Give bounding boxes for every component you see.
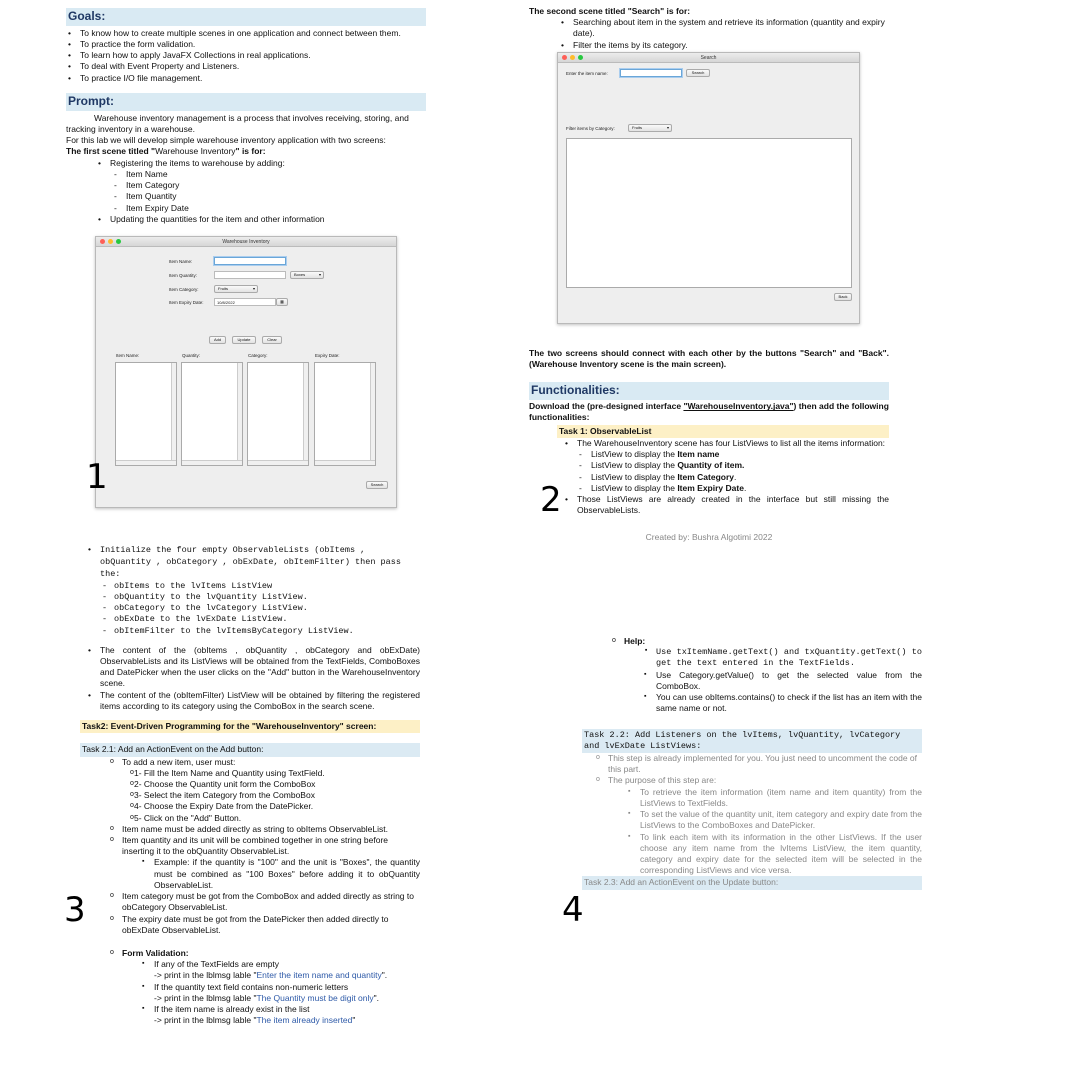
first-scene-list [96, 158, 426, 225]
step-item: o 1- Fill the Item Name and Quantity using TextField. [130, 768, 420, 779]
items-by-category-listview[interactable] [566, 138, 852, 288]
close-dot-icon[interactable] [100, 239, 105, 244]
listview-item: - ListView to display the Item Category. [577, 472, 889, 483]
close-dot-icon[interactable] [562, 55, 567, 60]
form-validation-item: o Form Validation: ▪ If any of the TextFields are empty -> print in the lblmsg lable "Enter the item name and quantity". ▪ If the quantity text field contains non-numeric letters -> print in the lblmsg lable "The Quantity must be digit only". ▪ If the item name is already exist in the list -> print in the lblmsg lable "The item already inserted" [110, 948, 420, 1027]
goal-item: • To know how to create multiple scenes in one application and connect between them. [66, 28, 426, 39]
qty-combined-item: o Item quantity and its unit will be combined together in one string before inserting it to the obQuantity ObservableList. ▪ Example: if the quantity is "100" and the unit is "Boxes", the quantity must be combined as "100 Boxes" before adding it to obQuantity ObservableList. [110, 835, 420, 891]
search-purpose: • Searching about item in the system and retrieve its information (quantity and expiry date). [559, 17, 889, 39]
task21-list [110, 757, 420, 937]
quadrant-number: 4 [562, 890, 584, 930]
init-item: • Initialize the four empty ObservableLists (obItems , obQuantity , obCategory , obExDate, obItemFilter) then pass the: - obItems to the lvItems ListView - obQuantity to the lvQuantity ListView. - obCategory to the lvCategory ListView. - obExDate to the lvExDate ListView. - obItemFilter to the lvItemsByCategory ListView. [86, 544, 420, 637]
zoom-dot-icon[interactable] [116, 239, 121, 244]
zoom-dot-icon[interactable] [578, 55, 583, 60]
pass-item: - obExDate to the lvExDate ListView. [100, 614, 420, 625]
help-tip: ▪ Use Category.getValue() to get the selected value from the ComboBox. [644, 670, 922, 692]
name-added-item: o Item name must be added directly as string to obItems ObservableList. [110, 824, 420, 835]
update-item: • Updating the quantities for the item and other information [96, 214, 426, 225]
col-exp-label: Expiry Date: [315, 353, 340, 358]
task22-list [596, 753, 922, 876]
item-name-label: Item Name: [169, 259, 193, 264]
prompt-paragraph: Warehouse inventory management is a process that involves receiving, storing, and tracking inventory in a warehouse. [66, 112, 409, 134]
pass-item: - obCategory to the lvCategory ListView. [100, 603, 420, 614]
category-combobox[interactable]: Fruits ▾ [214, 285, 258, 293]
register-item: • Registering the items to warehouse by adding: - Item Name - Item Category - Item Quantity - Item Expiry Date [96, 158, 426, 214]
task1-list [563, 438, 889, 517]
warehouse-inventory-window [95, 236, 397, 508]
quadrant-number: 3 [64, 890, 86, 930]
expiry-datepicker[interactable]: 10/8/2022 [214, 298, 276, 306]
back-button[interactable]: Back [834, 293, 852, 301]
update-button[interactable]: Update [232, 336, 256, 344]
search-window [557, 52, 860, 324]
category-listview[interactable] [247, 362, 309, 466]
page-4 [582, 636, 922, 916]
item-category-label: Item Category: [169, 287, 199, 292]
pass-item: - obItems to the lvItems ListView [100, 581, 420, 592]
to-add-item: o To add a new item, user must: o 1- Fill the Item Name and Quantity using TextField. o 2- Choose the Quantity unit form the ComboBox o 3- Select the item Category from the ComboBox o 4- Choose the Expiry Date from the DatePicker. o 5- Click on the "Add" Button. [110, 757, 420, 824]
listview-item: - ListView to display the Item Expiry Date. [577, 483, 889, 494]
item-quantity-input[interactable] [214, 271, 286, 279]
window-titlebar [558, 53, 859, 63]
field-item: - Item Category [112, 180, 426, 191]
search-button[interactable]: Search [686, 69, 710, 77]
step-item: o 3- Select the item Category from the ComboBox [130, 790, 420, 801]
first-scene-heading: The first scene titled "Warehouse Inventory" is for: [66, 146, 266, 157]
example-item: ▪ Example: if the quantity is "100" and the unit is "Boxes", the quantity must be combined as "100 Boxes" before adding it to obQuantity ObservableList. [142, 857, 420, 891]
purpose-point: ▪ To link each item with its information in the other ListViews. If the user choose any item name from the lvItems ListView, the item quantity, category and expiry date for the selected item will be selected in the corresponding ListViews and vice versa. [628, 832, 922, 877]
help-item: o Help: ▪ Use txItemName.getText() and txQuantity.getText() to get the text entered in the TextFields. ▪ Use Category.getValue() to get the selected value from the ComboBox. ▪ You can use obItems.contains() to check if the list has an item with the same name or not. [612, 636, 922, 715]
connect-note: The two screens should connect with each other by the buttons "Search" and "Back". (Warehouse Inventory scene is the main screen). [529, 348, 889, 370]
add-button[interactable]: Add [209, 336, 226, 344]
listview-item: - ListView to display the Item name [577, 449, 889, 460]
pass-item: - obQuantity to the lvQuantity ListView. [100, 592, 420, 603]
enter-item-label: Enter the item name: [566, 71, 608, 76]
validation-rule: ▪ If the quantity text field contains non-numeric letters -> print in the lblmsg lable "The Quantity must be digit only". [142, 982, 420, 1004]
col-name-label: Item Name: [116, 353, 140, 358]
content-list [86, 645, 420, 712]
content-item: • The content of the (obItemFilter) ListView will be obtained by filtering the registered items according to its category using the ComboBox in the search scene. [86, 690, 420, 712]
already-item: o This step is already implemented for you. You just need to uncomment the code of this part. [596, 753, 922, 775]
col-qty-label: Quantity: [182, 353, 201, 358]
item-quantity-label: Item Quantity: [169, 273, 198, 278]
content-item: • The content of the (obItems , obQuantity , obCategory and obExDate) ObservableLists and its ListViews will be obtained from the TextFields, ComboBoxes and DatePicker when the user clicks on the "Add" button in the WarehouseInventory scene. [86, 645, 420, 690]
task2-heading: Task2: Event-Driven Programming for the "WarehouseInventory" screen: [80, 720, 420, 733]
init-list [86, 544, 420, 637]
unit-combobox[interactable]: Boxes ▾ [290, 271, 324, 279]
field-item: - Item Expiry Date [112, 203, 426, 214]
listview-item: - ListView to display the Quantity of item. [577, 460, 889, 471]
second-scene-list [559, 17, 889, 51]
purpose-point: ▪ To retrieve the item information (item name and item quantity) from the ListViews to TextFields. [628, 787, 922, 809]
minimize-dot-icon[interactable] [108, 239, 113, 244]
task22-heading: Task 2.2: Add Listeners on the lvItems, lvQuantity, lvCategory and lvExDate ListViews: [582, 729, 922, 753]
step-item: o 4- Choose the Expiry Date from the DatePicker. [130, 801, 420, 812]
field-item: - Item Quantity [112, 191, 426, 202]
field-item: - Item Name [112, 169, 426, 180]
item-expiry-label: Item Expiry Date: [169, 300, 204, 305]
minimize-dot-icon[interactable] [570, 55, 575, 60]
task1-listviews: • The WarehouseInventory scene has four ListViews to list all the items information: - ListView to display the Item name - ListView to display the Quantity of item. - ListView to display the Item Category. - ListView to display the Item Expiry Date. [563, 438, 889, 494]
col-cat-label: Category: [248, 353, 268, 358]
calendar-icon[interactable]: ▦ [276, 298, 288, 306]
pass-item: - obItemFilter to the lvItemsByCategory ListView. [100, 626, 420, 637]
quadrant-number: 2 [540, 480, 562, 520]
help-tip: ▪ Use txItemName.getText() and txQuantity.getText() to get the text entered in the TextFields. [644, 647, 922, 669]
purpose-item: o The purpose of this step are: ▪ To retrieve the item information (item name and item quantity) from the ListViews to TextFields. ▪ To set the value of the quantity unit, item category and expiry date from the ListViews to the ComboBoxes and DatePicker. ▪ To link each item with its information in the other ListViews. If the user choose any item name from the lvItems ListView, the item quantity, category and expiry date for the selected item will be selected in the corresponding ListViews and vice versa. [596, 775, 922, 876]
item-name-input[interactable] [214, 257, 286, 265]
clear-button[interactable]: Clear [262, 336, 282, 344]
second-scene-heading: The second scene titled "Search" is for: [529, 6, 691, 16]
filter-purpose: • Filter the items by its category. [559, 40, 889, 51]
validation-rule: ▪ If the item name is already exist in the list -> print in the lblmsg lable "The item already inserted" [142, 1004, 420, 1026]
created-by: Created by: Bushra Algotimi 2022 [645, 532, 773, 543]
goal-item: • To learn how to apply JavaFX Collections in real applications. [66, 50, 426, 61]
task21-heading: Task 2.1: Add an ActionEvent on the Add button: [80, 743, 420, 756]
prompt-heading: Prompt: [66, 93, 426, 111]
form-validation-list [110, 948, 420, 1027]
page-2-body [529, 348, 889, 560]
goals-list [66, 28, 426, 84]
task1-heading: Task 1: ObservableList [557, 425, 889, 438]
step-item: o 2- Choose the Quantity unit form the ComboBox [130, 779, 420, 790]
task1-note: • Those ListViews are already created in the interface but still missing the ObservableLists. [563, 494, 889, 516]
items-listview[interactable] [115, 362, 177, 466]
functionalities-heading: Functionalities: [529, 382, 889, 400]
download-note: Download the (pre-designed interface "WarehouseInventory.java") then add the following functionalities: [529, 401, 889, 423]
cat-got-item: o Item category must be got from the ComboBox and added directly as string to obCategory ObservableList. [110, 891, 420, 913]
quantity-listview[interactable] [181, 362, 243, 466]
purpose-point: ▪ To set the value of the quantity unit, item category and expiry date from the ListViews to the ComboBoxes and DatePicker. [628, 809, 922, 831]
goal-item: • To deal with Event Property and Listeners. [66, 61, 426, 72]
filter-category-combobox[interactable]: Fruits ▾ [628, 124, 672, 132]
page-2 [529, 6, 889, 52]
task23-heading: Task 2.3: Add an ActionEvent on the Update button: [582, 876, 922, 889]
help-tip: ▪ You can use obItems.contains() to check if the list has an item with the same name or not. [644, 692, 922, 714]
quadrant-number: 1 [86, 457, 108, 497]
search-item-input[interactable] [620, 69, 682, 77]
validation-rule: ▪ If any of the TextFields are empty -> print in the lblmsg lable "Enter the item name and quantity". [142, 959, 420, 981]
help-list [612, 636, 922, 715]
exp-got-item: o The expiry date must be got from the DatePicker then added directly to obExDate ObservableList. [110, 914, 420, 936]
window-titlebar [96, 237, 396, 247]
goal-item: • To practice the form validation. [66, 39, 426, 50]
goal-item: • To practice I/O file management. [66, 73, 426, 84]
prompt-paragraph-2: For this lab we will develop simple warehouse inventory application with two screens: [66, 135, 386, 146]
window-title: Warehouse Inventory [222, 239, 270, 245]
window-title: Search [700, 55, 717, 61]
page-3 [80, 544, 420, 1064]
goals-heading: Goals: [66, 8, 426, 26]
search-button[interactable]: Search [366, 481, 388, 489]
step-item: o 5- Click on the "Add" Button. [130, 813, 420, 824]
filter-category-label: Filter items by Category: [566, 126, 615, 131]
expiry-listview[interactable] [314, 362, 376, 466]
